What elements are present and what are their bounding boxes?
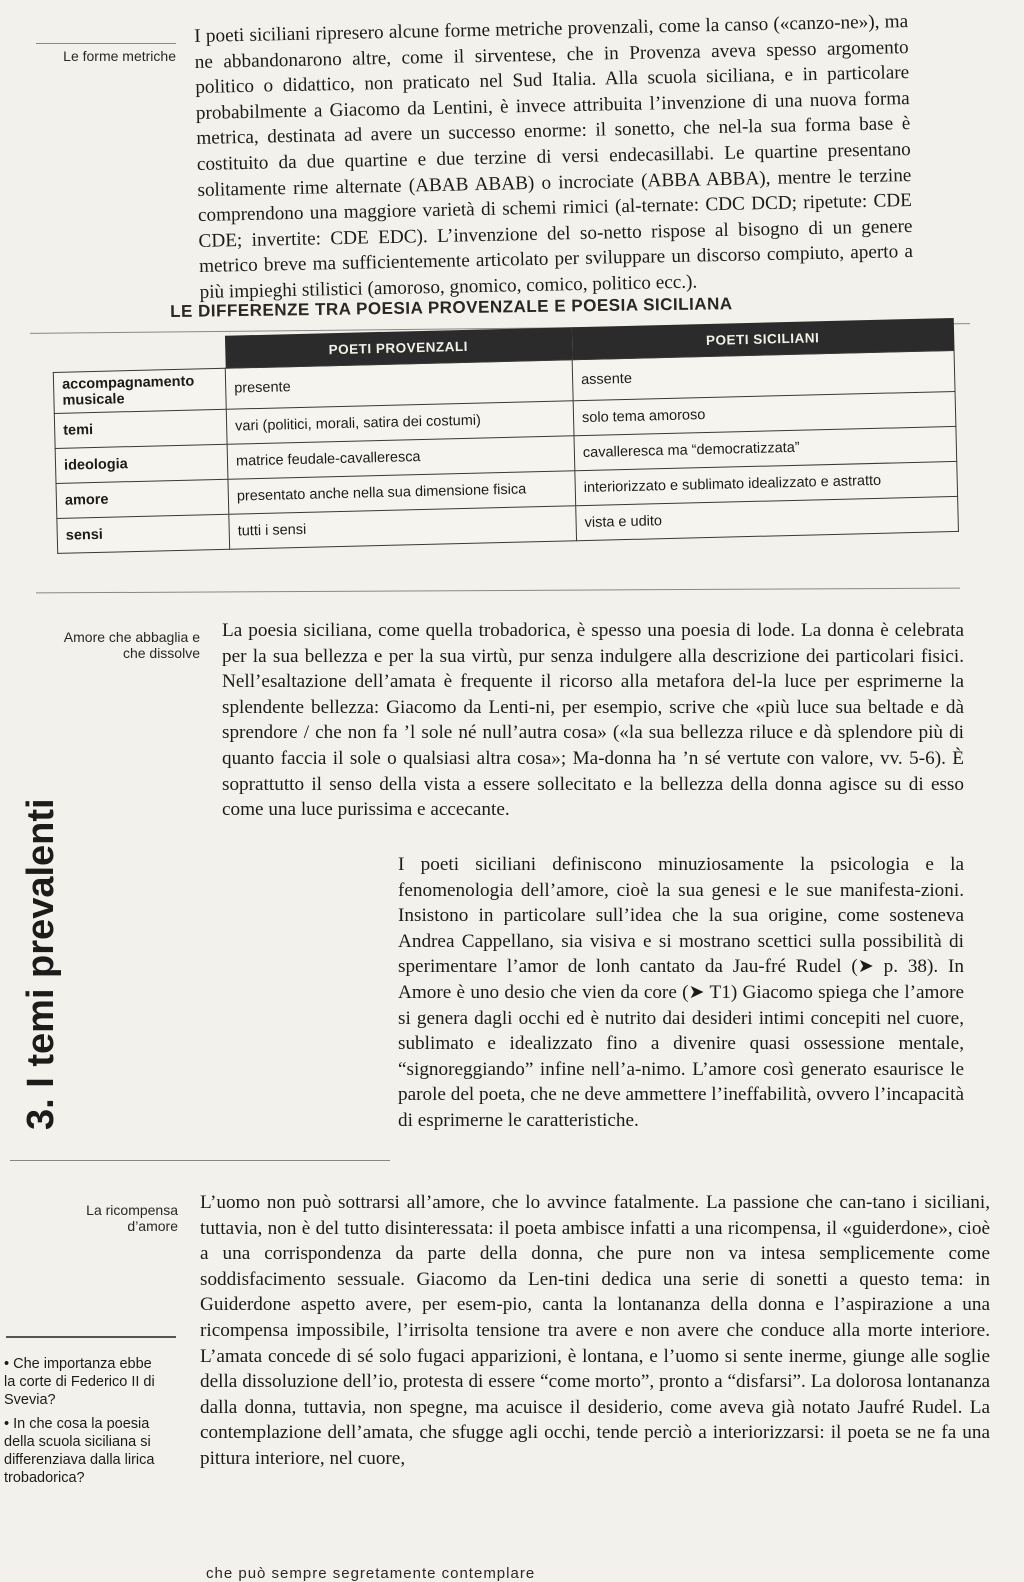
side-label-amore-che-abbaglia: Amore che abbaglia e che dissolve [63,629,200,661]
divider [36,588,960,594]
section-title-temi-prevalenti: 3. I temi prevalenti [20,798,62,1130]
study-questions [4,1355,164,1487]
cell-siciliani: vista e udito [576,496,959,540]
table-corner-cell [52,336,225,373]
row-label: amore [56,479,229,518]
row-label: temi [54,409,227,448]
cell-provenzali: presente [225,360,573,409]
question-differenza-trobadorica: • In che cosa la poesia della scuola siciliana si differenziava dalla lirica trobadorica? [4,1416,155,1486]
paragraph-psicologia-amore: I poeti siciliani definiscono minuziosamente la psicologia e la fenomenologia dell’amore, cioè la sua genesi e le sue manifesta-zioni. Insistono in particolare sull’idea che la sua origine, come sosteneva Andrea Cappellano, sia visiva e si mostrano scettici sulla possibilità di sperimentare l’amor de lonh cantato da Jau-fré Rudel (➤ p. 38). In Amore è uno desio che vien da core (➤ T1) Giacomo spiega che l’amore si genera dagli occhi ed è nutrito dai desideri intimi concepiti nel cuore, sublimato e idealizzato fino a divenire quasi ossessione mentale, “signoreggiando” infine nell’a-nimo. L’amore così generato esaurisce le parole del poeta, che ne deve ammettere l’ineffabilità, ovvero l’incapacità di esprimerne le caratteristiche. [398,854,964,1131]
cell-siciliani: cavalleresca ma “democratizzata” [574,426,957,470]
question-corte-federico: • Che importanza ebbe la corte di Federico II di Svevia? [4,1356,155,1408]
paragraph-forme-metriche: I poeti siciliani ripresero alcune forme metriche provenzali, come la canso («canzo-ne»), ma ne abbandonarono altre, come il sirventese, che in Provenza aveva spesso argomento politico o didattico, non praticato nel Sud Italia. Alla scuola siciliana, e in particolare probabilmente a Giacomo da Lentini, è invece attribuita l’invenzione di una nuova forma metrica, destinata ad avere un successo enorme: il sonetto, che nel-la sua forma base è costituito da due quartine e due terzine di versi endecasillabi. Le quartine presentano solitamente rime alternate (ABAB ABAB) o incrociate (ABBA ABBA), mentre le terzine comprendono una maggiore varietà di schemi rimici (al-ternate: CDC DCD; ripetute: CDE CDE; invertite: CDE EDC). L’invenzione del so-netto rispose al bisogno di un genere metrico breve ma sufficientemente articolato per sviluppare un discorso compiuto, aperto a più impieghi stilistici (amoroso, gnomico, comico, politico ecc.). [194,11,914,303]
side-label-forme-metriche: Le forme metriche [63,48,176,64]
cell-siciliani: assente [572,350,955,400]
row-label: ideologia [55,444,228,483]
column-header-provenzali: POETI PROVENZALI [224,327,572,368]
cell-provenzali: presentato anche nella sua dimensione fisica [228,471,576,514]
row-label: sensi [57,514,230,553]
comparison-table [52,318,959,554]
cell-siciliani: solo tema amoroso [573,391,956,435]
divider [10,1160,390,1161]
table-title: LE DIFFERENZE TRA POESIA PROVENZALE E POESIA SICILIANA [170,294,733,321]
row-label: accompagnamento musicale [53,368,226,413]
paragraph-ricompensa: L’uomo non può sottrarsi all’amore, che lo avvince fatalmente. La passione che can-tano i siciliani, tuttavia, non è del tutto disinteressata: il poeta ambisce infatti a una ricompensa, il «guiderdone», cioè a una corrispondenza da parte della donna, che pure non va intesa semplicemente come soddisfacimento sessuale. Giacomo da Len-tini dedica una serie di sonetti a questo tema: in Guiderdone aspetto avere, per esem-pio, canta la lontananza della donna e l’aspirazione a una ricompensa impossibile, l’irrisolta tensione tra avere e non avere che conduce alla morte interiore. L’amata concede di sé solo fugaci apparizioni, è lontana, e l’uomo si sente inerme, giunge alle soglie della dissoluzione dell’io, protesta di essere “come morto”, pronto a “disfarsi”. La dolorosa lontananza dalla donna, tuttavia, non spegne, ma acuisce il desiderio, come aveva già notato Jaufré Rudel. La contemplazione dell’amata, che sfugge agli occhi, tende perciò a interiorizzarsi: il poeta se ne fa una pittura interiore, nel cuore, [200,1192,990,1469]
divider [6,1336,176,1338]
cell-provenzali: vari (politici, morali, satira dei costumi) [226,401,574,444]
side-label-ricompensa: La ricompensa d’amore [86,1202,178,1234]
paragraph-amore-che-abbaglia: La poesia siciliana, come quella trobadorica, è spesso una poesia di lode. La donna è celebrata per la sua bellezza e per la sua virtù, pur senza indulgere alla descrizione dei particolari fisici. Nell’esaltazione dell’amata è frequente il ricorso alla metafora del-la luce per esprimerne la splendente bellezza: Giacomo da Lenti-ni, per esempio, scrive che «più luce sua beltade e dà sprendore / che non fa ’l sole né null’autra cosa» («la sua bellezza riluce e dà splendore più di quanto faccia il sole o qualsiasi altra cosa»; Ma-donna ha ’n sé vertute con valore, vv. 5-6). È soprattutto il senso della vista a essere sollecitato e la bellezza della donna agisce su di esso come una luce purissima e accecante. [222,620,964,821]
cell-provenzali: tutti i sensi [229,506,577,549]
cell-provenzali: matrice feudale-cavalleresca [227,436,575,479]
cut-off-line: che può sempre segretamente contemplare [206,1565,536,1582]
divider [36,43,176,44]
column-header-siciliani: POETI SICILIANI [571,318,954,360]
cell-siciliani: interiorizzato e sublimato idealizzato e astratto [575,461,958,505]
